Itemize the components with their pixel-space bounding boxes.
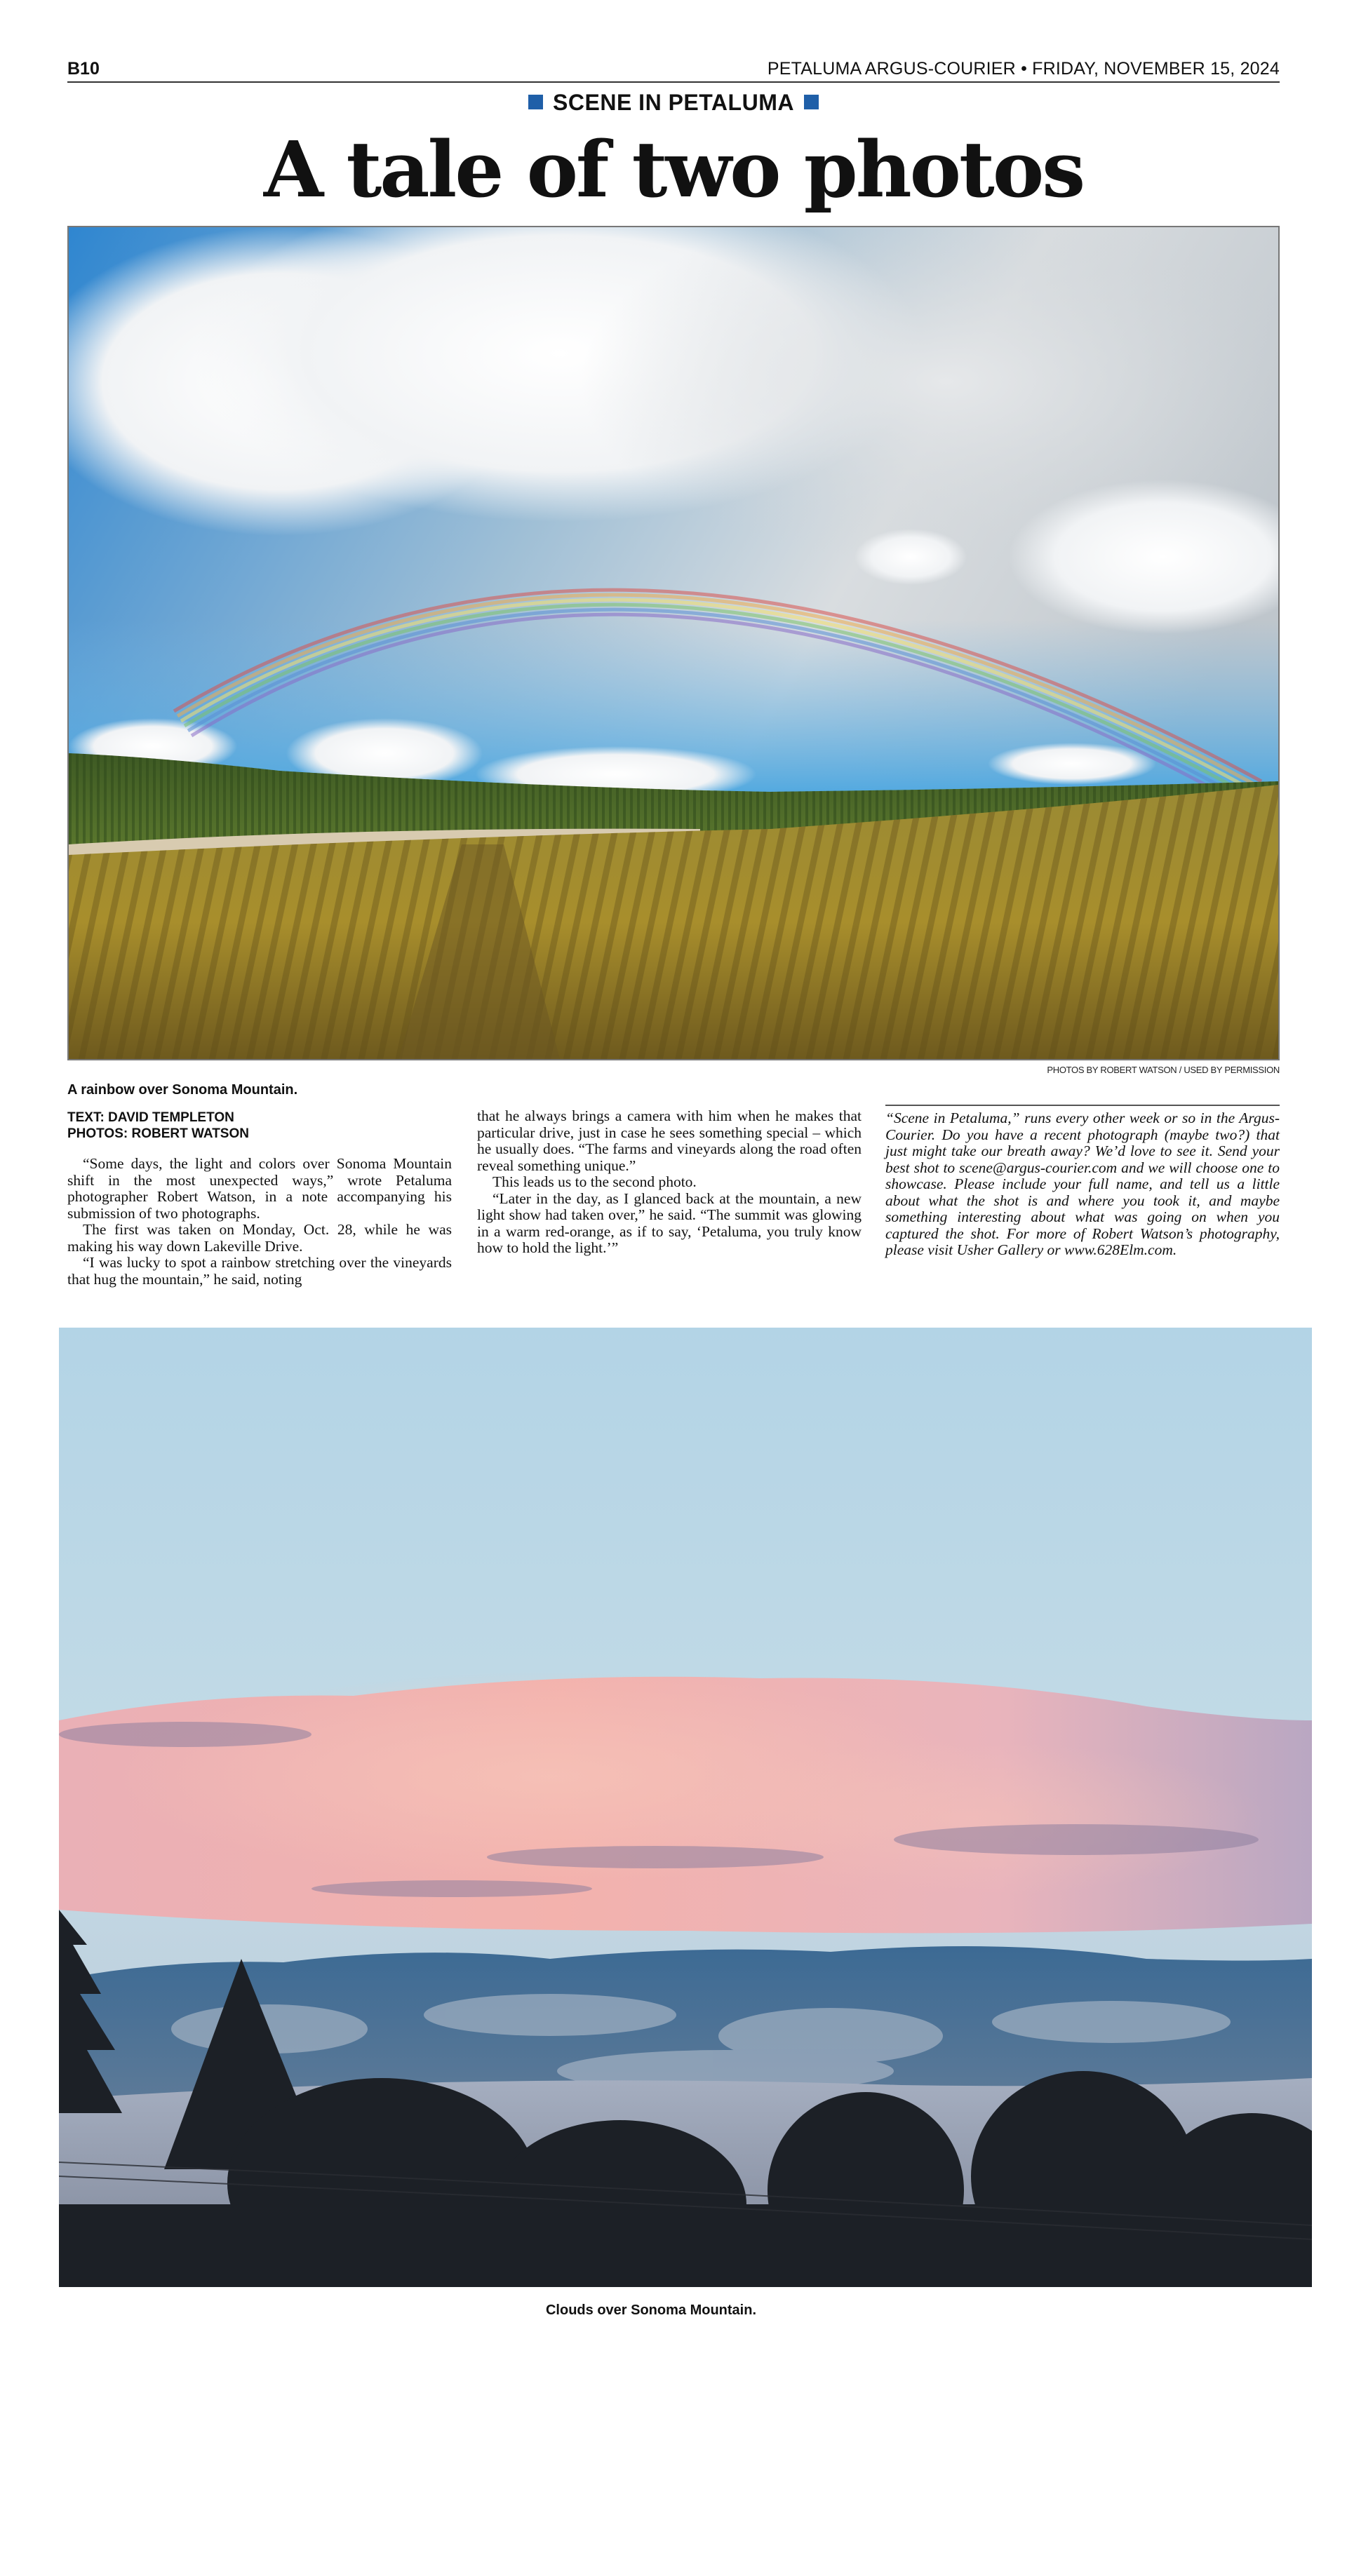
page-number: B10 [67, 59, 100, 79]
section-kicker [0, 90, 1347, 116]
article-column-2 [477, 1108, 862, 1257]
paragraph: “Scene in Petaluma,” runs every other week or so in the Argus-Courier. Do you have a recent photograph (maybe two?) that just might take our breath away? We’d love to see it. Send your best shot to scene@argus-courier.com and we will choose one to showcase. Please include your full name, and tell us a little about what the shot is and where you took it, and maybe something interesting about what was going on when you captured the shot. For more of Robert Watson’s photography, please visit Usher Gallery or www.628Elm.com. [885, 1110, 1280, 1258]
headline: A tale of two photos [263, 124, 1084, 215]
photo2-caption: Clouds over Sonoma Mountain. [545, 2302, 756, 2318]
byline-photos: PHOTOS: ROBERT WATSON [67, 1126, 249, 1141]
kicker-label: SCENE IN PETALUMA [553, 90, 794, 115]
article-column-1 [67, 1110, 452, 1288]
paragraph: “Later in the day, as I glanced back at the mountain, a new light show had taken over,” he said. “The summit was glowing in a warm red-orange, as if to say, ‘Petaluma, you truly know how to hold the light.’” [477, 1189, 862, 1256]
byline-text: TEXT: DAVID TEMPLETON [67, 1110, 234, 1125]
paragraph: “I was lucky to spot a rainbow stretching over the vineyards that hug the mountain,” he said, noting [67, 1254, 452, 1288]
clouds-photo [59, 1328, 1312, 2287]
blue-square-icon [804, 95, 819, 109]
photo-credit: PHOTOS BY ROBERT WATSON / USED BY PERMISSION [1047, 1065, 1280, 1075]
blue-square-icon [528, 95, 543, 109]
paragraph: The first was taken on Monday, Oct. 28, while he was making his way down Lakeville Drive. [67, 1221, 452, 1255]
paragraph: that he always brings a camera with him when he makes that particular drive, just in case he sees something special – which he usually does. “The farms and vineyards along the road often reveal something unique.” [477, 1107, 862, 1174]
submission-note [885, 1105, 1280, 1259]
folio-rule [67, 81, 1280, 83]
paragraph: “Some days, the light and colors over Sonoma Mountain shift in the most unexpected ways,” wrote Petaluma photographer Robert Watson, in a note accompanying his submission of two photographs. [67, 1155, 452, 1222]
rainbow-photo [67, 226, 1280, 1060]
publication-dateline: PETALUMA ARGUS-COURIER • FRIDAY, NOVEMBER 15, 2024 [767, 59, 1280, 79]
photo1-caption: A rainbow over Sonoma Mountain. [67, 1082, 298, 1098]
paragraph: This leads us to the second photo. [492, 1173, 697, 1190]
